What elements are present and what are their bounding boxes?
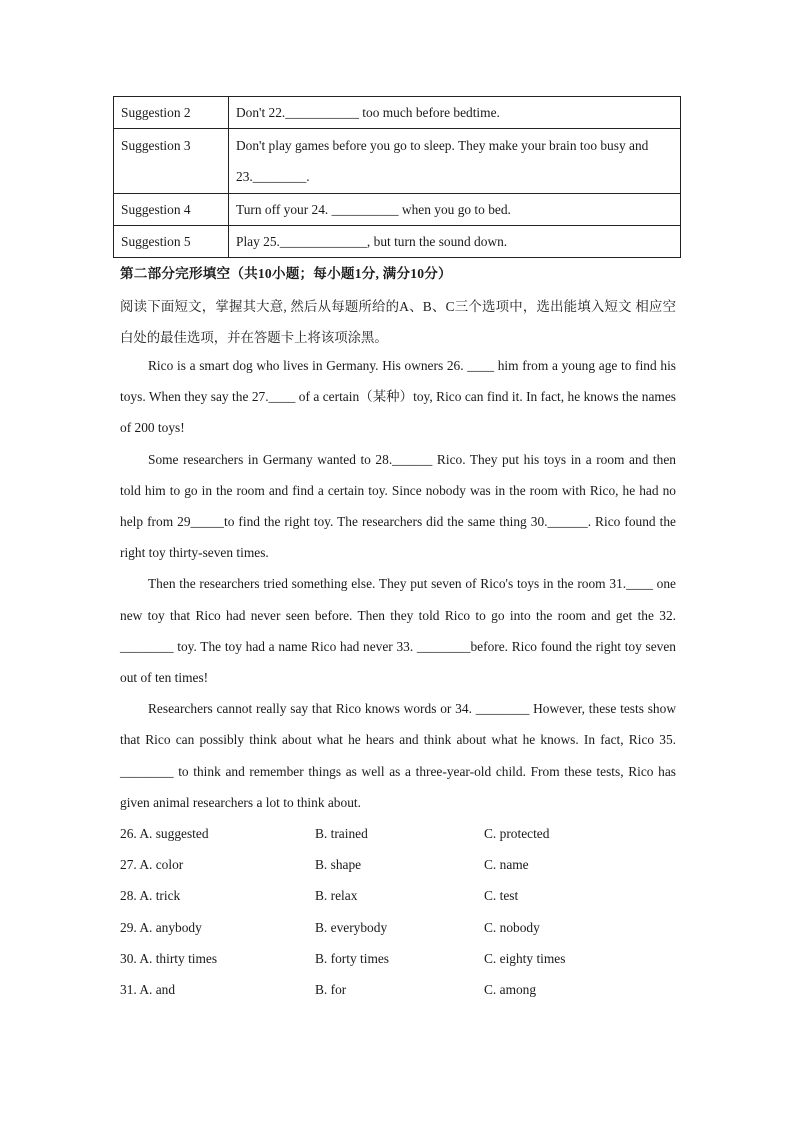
option-a: 27. A. color <box>120 857 184 873</box>
cloze-passage <box>120 350 676 818</box>
section-heading: 第二部分完形填空（共10小题；每小题1分, 满分10分） <box>120 266 452 281</box>
option-a: 26. A. suggested <box>120 826 209 841</box>
option-b: B. trained <box>315 826 368 841</box>
option-row <box>120 974 680 1005</box>
option-c: C. among <box>484 981 537 997</box>
option-row <box>120 912 680 943</box>
option-b: B. everybody <box>315 919 388 935</box>
option-b: B. relax <box>315 888 358 904</box>
table-row <box>114 226 681 258</box>
option-row <box>120 943 680 974</box>
option-c: C. test <box>484 888 519 904</box>
option-b: B. shape <box>315 857 362 873</box>
suggestion-text: Turn off your 24. __________ when you go to bed. <box>229 194 681 226</box>
option-a: 30. A. thirty times <box>120 950 218 966</box>
option-c: C. protected <box>484 826 550 841</box>
option-c: C. nobody <box>484 919 540 935</box>
option-a: 31. A. and <box>120 981 176 997</box>
suggestion-label: Suggestion 3 <box>114 129 229 194</box>
passage-paragraph: Some researchers in Germany wanted to 28.______ Rico. They put his toys in a room and then told him to go in the room and find a certain toy. Since nobody was in the room with Rico, he had no help from 29_____to find the right toy. The researchers did the same thing 30.______. Rico found the right toy thirty-seven times. <box>120 451 676 561</box>
option-a: 28. A. trick <box>120 888 181 904</box>
answer-options <box>120 818 680 1005</box>
passage-paragraph: Rico is a smart dog who lives in Germany. His owners 26. ____ him from a young age to find his toys. When they say the 27.____ of a certain（某种）toy, Rico can find it. In fact, he knows the names of 200 toys! <box>120 358 676 436</box>
suggestions-table <box>113 96 681 258</box>
suggestion-label: Suggestion 5 <box>114 226 229 258</box>
section-instructions: 阅读下面短文，掌握其大意, 然后从每题所给的A、B、C三个选项中，选出能填入短文 相应空白处的最佳选项，并在答题卡上将该项涂黑。 <box>120 299 676 345</box>
table-row <box>114 194 681 226</box>
suggestion-text: Play 25._____________, but turn the sound down. <box>229 226 681 258</box>
suggestion-text: Don't 22.___________ too much before bedtime. <box>229 97 681 129</box>
suggestion-label: Suggestion 4 <box>114 194 229 226</box>
table-row <box>114 97 681 129</box>
table-row <box>114 129 681 194</box>
option-row <box>120 849 680 880</box>
suggestion-label: Suggestion 2 <box>114 97 229 129</box>
option-c: C. name <box>484 857 529 873</box>
option-a: 29. A. anybody <box>120 919 202 935</box>
option-row <box>120 818 680 849</box>
passage-paragraph: Then the researchers tried something else. They put seven of Rico's toys in the room 31.____ one new toy that Rico had never seen before. Then they told Rico to go into the room and get the 32. ________ toy. The toy had a name Rico had never 33. ________before. Rico found the right toy seven out of ten times! <box>120 576 676 686</box>
option-row <box>120 880 680 911</box>
passage-paragraph: Researchers cannot really say that Rico knows words or 34. ________ However, these tests show that Rico can possibly think about what he hears and think about what he knows. In fact, Rico 35. ________ to think and remember things as well as a three-year-old child. From these tests, Rico has given animal researchers a lot to think about. <box>120 701 676 810</box>
option-b: B. forty times <box>315 950 390 966</box>
option-b: B. for <box>315 981 347 997</box>
option-c: C. eighty times <box>484 950 566 966</box>
suggestion-text: Don't play games before you go to sleep. They make your brain too busy and 23.________. <box>229 129 681 194</box>
